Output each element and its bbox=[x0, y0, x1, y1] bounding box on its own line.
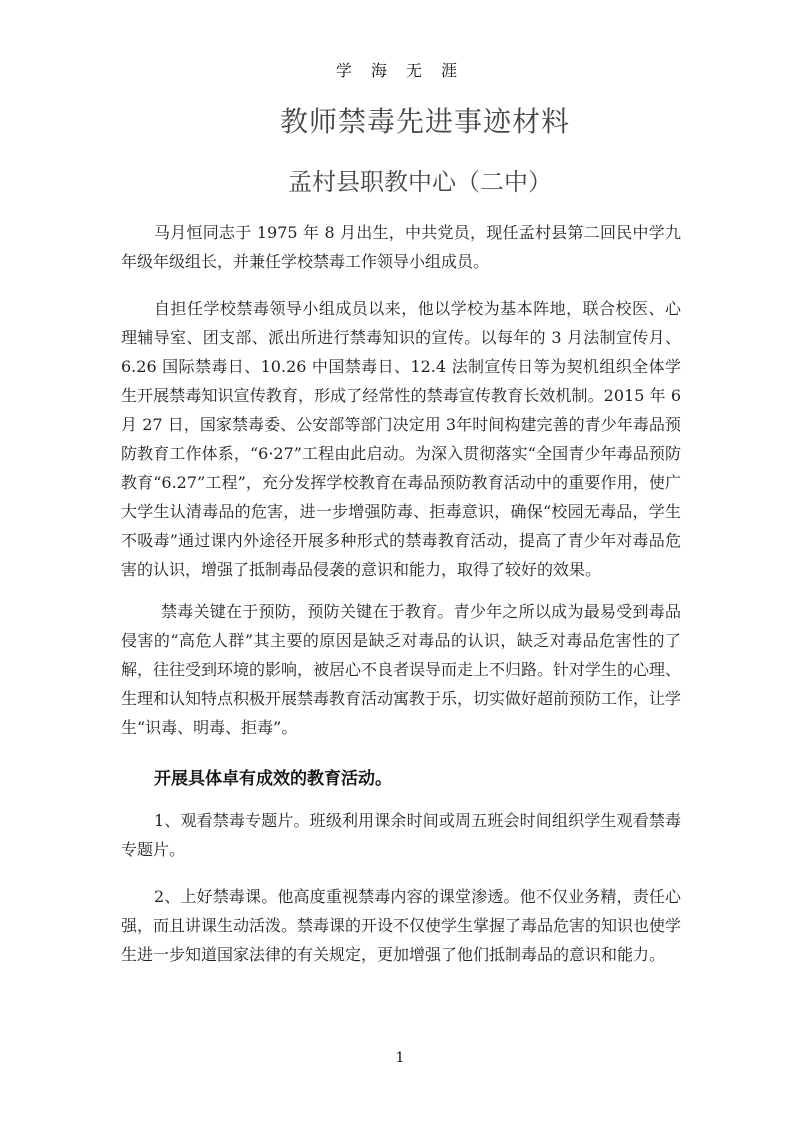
document-subtitle: 孟村县职教中心（二中） bbox=[288, 168, 552, 196]
paragraph-intro: 马月恒同志于 1975 年 8 月出生，中共党员，现任孟村县第二回民中学九年级年级组长，并兼任学校禁毒工作领导小组成员。 bbox=[121, 223, 681, 271]
list-item-2: 2、上好禁毒课。他高度重视禁毒内容的课堂渗透。他不仅业务精，责任心强，而且讲课生动活泼。禁毒课的开设不仅使学生掌握了毒品危害的知识也使学生进一步知道国家法律的有关规定，更加增强了他们抵制毒品的意识和能力。 bbox=[121, 887, 682, 964]
page-header: 学 海 无 涯 bbox=[335, 61, 465, 80]
paragraph-work: 自担任学校禁毒领导小组成员以来，他以学校为基本阵地，联合校医、心理辅导室、团支部、派出所进行禁毒知识的宣传。以每年的 3 月法制宣传月、6.26 国际禁毒日、10.26 中国禁毒日、12.4 法制宣传日等为契机组织全体学生开展禁毒知识宣传教育，形成了经常性的禁毒宣传教育长效机制。2015 年 6 月 27 日，国家禁毒委、公安部等部门决定用 3年时间构建完善的青少年毒品预防教育工作体系，“6·27”工程由此启动。为深入贯彻落实“全国青少年毒品预防教育“6.27”工程”，充分发挥学校教育在毒品预防教育活动中的重要作用，使广大学生认清毒品的危害，进一步增强防毒、拒毒意识，确保“校园无毒品，学生不吸毒”通过课内外途径开展多种形式的禁毒教育活动，提高了青少年对毒品危害的认识，增强了抵制毒品侵袭的意识和能力，取得了较好的效果。 bbox=[121, 299, 681, 579]
section-heading: 开展具体卓有成效的教育活动。 bbox=[154, 769, 392, 789]
page-number: 1 bbox=[395, 1050, 405, 1066]
list-item-1: 1、观看禁毒专题片。班级利用课余时间或周五班会时间组织学生观看禁毒专题片。 bbox=[121, 811, 681, 859]
document-title: 教师禁毒先进事迹材料 bbox=[279, 105, 570, 138]
paragraph-prevention: 禁毒关键在于预防，预防关键在于教育。青少年之所以成为最易受到毒品侵害的“高危人群”其主要的原因是缺乏对毒品的认识，缺乏对毒品危害性的了解，往往受到环境的影响，被居心不良者误导而走上不归路。针对学生的心理、生理和认知特点积极开展禁毒教育活动寓教于乐，切实做好超前预防工作，让学生“识毒、明毒、拒毒”。 bbox=[121, 602, 682, 737]
